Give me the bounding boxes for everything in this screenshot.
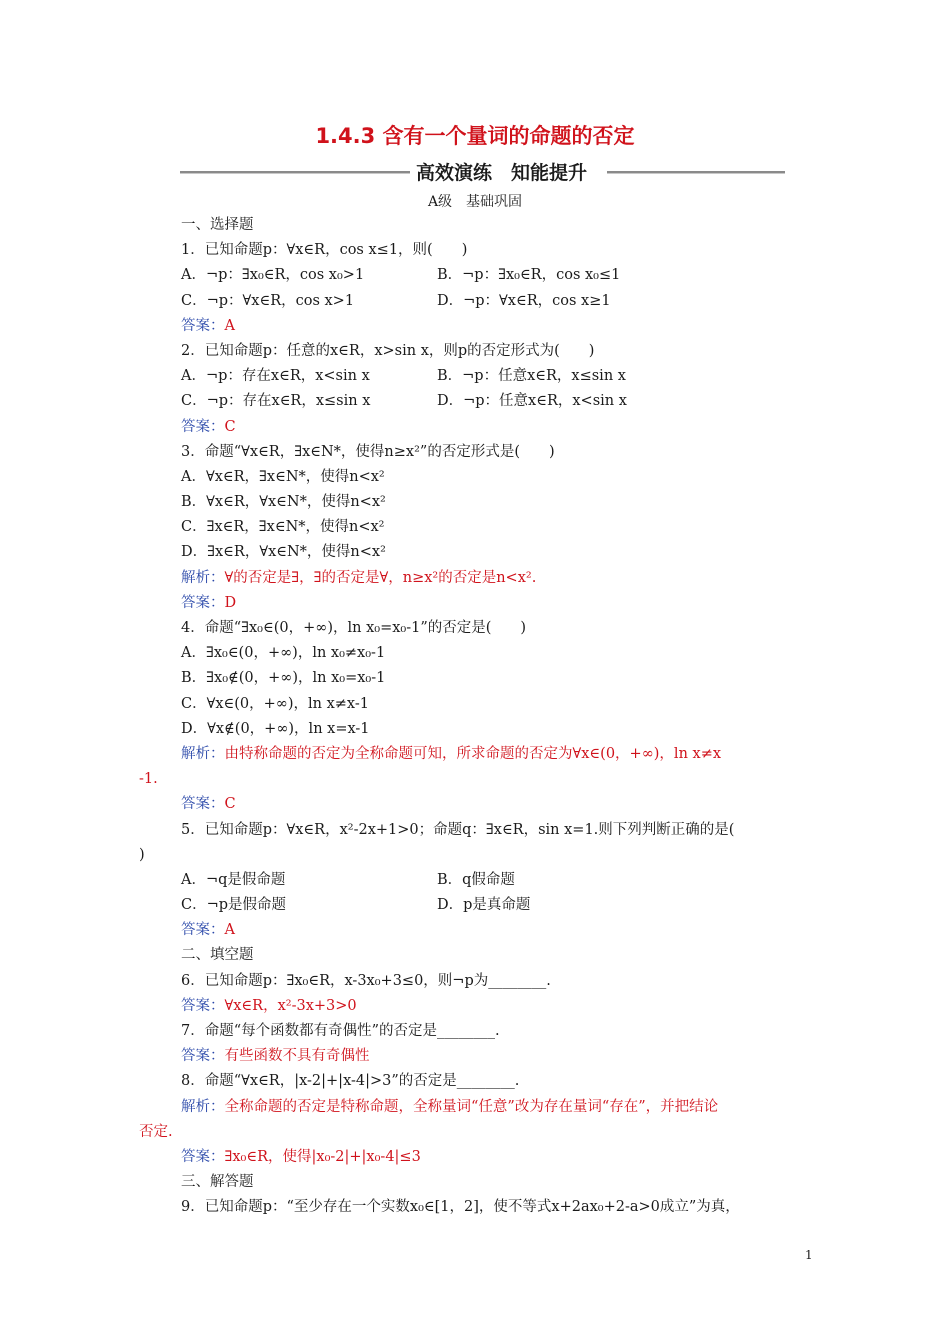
line-text: D．∃x∈R，∀x∈N*，使得n<x² [181, 544, 386, 561]
option-right: B．q假命题 [437, 871, 515, 888]
answer-label: 答案： [181, 796, 225, 813]
banner-rule-left [180, 171, 410, 174]
answer-continuation [139, 767, 829, 792]
banner-rule-right [607, 171, 785, 174]
level-heading: A级 基础巩固 [427, 194, 523, 210]
answer-text: C [224, 796, 236, 813]
option-row [139, 364, 829, 389]
answer-line [139, 742, 829, 767]
answer-line [139, 314, 829, 339]
option-row [139, 868, 829, 893]
question-line [139, 515, 829, 540]
option-left: C．¬p：∀x∈R，cos x>1 [181, 292, 355, 309]
option-left: A．¬q是假命题 [181, 871, 286, 888]
page-title: 1.4.3 含有一个量词的命题的否定 [315, 124, 635, 148]
answer-text: A [224, 922, 235, 939]
option-left: C．¬p：存在x∈R，x≤sin x [181, 393, 371, 410]
option-row [139, 389, 829, 414]
banner-text: 高效演练 知能提升 [416, 162, 588, 184]
answer-text: D [224, 594, 237, 611]
line-text: ) [139, 846, 145, 863]
option-row [139, 263, 829, 288]
option-row [139, 289, 829, 314]
option-right: D．¬p：∀x∈R，cos x≥1 [437, 292, 611, 309]
answer-label: 答案： [181, 997, 225, 1014]
option-right: D．¬p：任意x∈R，x<sin x [437, 393, 627, 410]
question-line [139, 1195, 829, 1220]
page-number: 1 [805, 1248, 813, 1262]
option-right: D．p是真命题 [437, 897, 531, 914]
question-continuation [139, 843, 829, 868]
question-line [139, 666, 829, 691]
answer-text: A [224, 317, 235, 334]
answer-line [139, 1044, 829, 1069]
answer-label: 解析： [181, 1098, 225, 1115]
answer-line [139, 591, 829, 616]
line-text: 1．已知命题p：∀x∈R，cos x≤1，则( ) [181, 242, 468, 259]
line-text: 3．命题“∀x∈R，∃x∈N*，使得n≥x²”的否定形式是( ) [181, 443, 555, 460]
line-text: C．∀x∈(0，+∞)，ln x≠x-1 [181, 695, 369, 712]
line-text: B．∃x₀∉(0，+∞)，ln x₀=x₀-1 [181, 670, 386, 687]
option-left: C．¬p是假命题 [181, 897, 287, 914]
answer-label: 答案： [181, 418, 225, 435]
question-line [139, 1069, 829, 1094]
line-text: 6．已知命题p：∃x₀∈R，x-3x₀+3≤0，则¬p为________. [181, 972, 551, 989]
question-line [139, 641, 829, 666]
option-left: A．¬p：存在x∈R，x<sin x [181, 368, 370, 385]
line-text: 9．已知命题p：“至少存在一个实数x₀∈[1，2]，使不等式x+2ax₀+2-a>0成立”为真， [181, 1199, 740, 1216]
answer-text: ∀的否定是∃，∃的否定是∀，n≥x²的否定是n<x². [224, 569, 537, 586]
line-text: 5．已知命题p：∀x∈R，x²-2x+1>0；命题q：∃x∈R，sin x=1.则下列判断正确的是( [181, 821, 735, 838]
answer-text: 全称命题的否定是特称命题，全称量词“任意”改为存在量词“存在”，并把结论 [224, 1098, 719, 1115]
option-left: A．¬p：∃x₀∈R，cos x₀>1 [181, 267, 365, 284]
question-line [139, 339, 829, 364]
answer-text: -1. [139, 771, 158, 788]
answer-text: 否定. [139, 1123, 173, 1140]
answer-text: C [224, 418, 236, 435]
line-text: A．∀x∈R，∃x∈N*，使得n<x² [181, 468, 385, 485]
question-line [139, 818, 829, 843]
question-line [139, 969, 829, 994]
question-line [139, 440, 829, 465]
line-text: C．∃x∈R，∃x∈N*，使得n<x² [181, 519, 385, 536]
line-text: 8．命题“∀x∈R，|x-2|+|x-4|>3”的否定是________. [181, 1073, 520, 1090]
question-line [139, 465, 829, 490]
answer-label: 解析： [181, 745, 225, 762]
question-line [139, 540, 829, 565]
line-text: 7．命题“每个函数都有奇偶性”的否定是________. [181, 1023, 500, 1039]
answer-label: 答案： [181, 1048, 225, 1065]
section-heading [139, 943, 829, 968]
answer-text: 有些函数不具有奇偶性 [224, 1048, 370, 1065]
section-heading [139, 213, 829, 238]
line-text: 4．命题“∃x₀∈(0，+∞)，ln x₀=x₀-1”的否定是( ) [181, 620, 527, 636]
answer-line [139, 792, 829, 817]
answer-label: 答案： [181, 1148, 225, 1165]
question-line [139, 1019, 829, 1044]
question-line [139, 692, 829, 717]
banner [180, 158, 785, 186]
answer-line [139, 994, 829, 1019]
line-text: D．∀x∉(0，+∞)，ln x=x-1 [181, 720, 370, 737]
option-row [139, 893, 829, 918]
answer-label: 答案： [181, 922, 225, 939]
option-right: B．¬p：∃x₀∈R，cos x₀≤1 [437, 267, 621, 284]
line-text: 三、解答题 [181, 1174, 254, 1191]
line-text: B．∀x∈R，∀x∈N*，使得n<x² [181, 494, 386, 511]
answer-line [139, 566, 829, 591]
answer-label: 解析： [181, 569, 225, 586]
answer-label: 答案： [181, 317, 225, 334]
answer-line [139, 1095, 829, 1120]
answer-text: ∀x∈R，x²-3x+3>0 [224, 997, 357, 1014]
answer-text: ∃x₀∈R，使得|x₀-2|+|x₀-4|≤3 [224, 1148, 421, 1165]
line-text: 二、填空题 [181, 947, 254, 964]
question-line [139, 490, 829, 515]
question-line [139, 238, 829, 263]
option-right: B．¬p：任意x∈R，x≤sin x [437, 368, 626, 385]
answer-label: 答案： [181, 594, 225, 611]
exercise-content [139, 213, 829, 1221]
answer-text: 由特称命题的否定为全称命题可知，所求命题的否定为∀x∈(0，+∞)，ln x≠x [224, 745, 722, 762]
answer-line [139, 918, 829, 943]
line-text: 2．已知命题p：任意的x∈R，x>sin x，则p的否定形式为( ) [181, 342, 595, 359]
answer-continuation [139, 1120, 829, 1145]
answer-line [139, 415, 829, 440]
question-line [139, 616, 829, 641]
answer-line [139, 1145, 829, 1170]
question-line [139, 717, 829, 742]
section-heading [139, 1170, 829, 1195]
line-text: A．∃x₀∈(0，+∞)，ln x₀≠x₀-1 [181, 645, 386, 662]
line-text: 一、选择题 [181, 217, 254, 233]
